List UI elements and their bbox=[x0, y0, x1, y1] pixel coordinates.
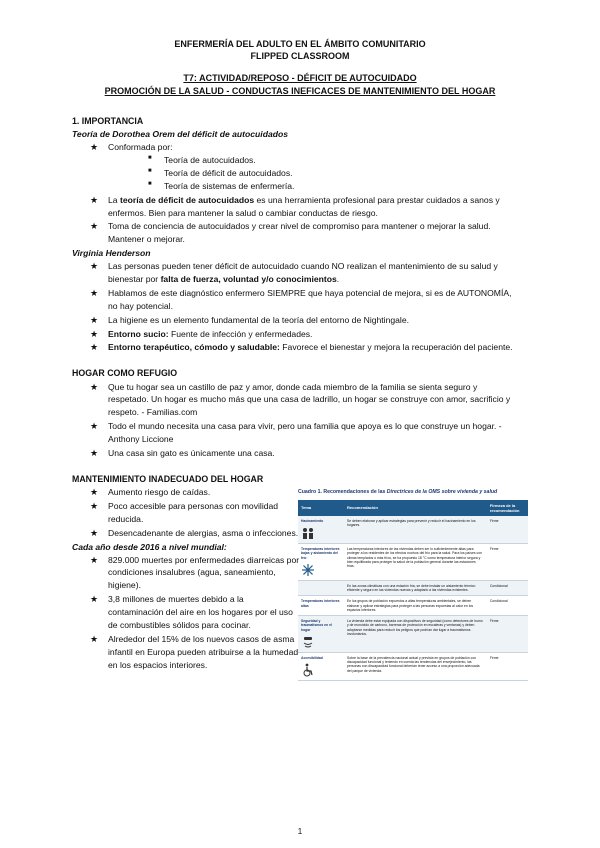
table-header: Firmeza de la recomendación bbox=[487, 500, 528, 516]
list-item: ★ La teoría de déficit de autocuidados es una herramienta profesional para prestar cuidados a sanos y enfermos. Bien para mantener la salud o cambiar conductas de riesgo. bbox=[90, 194, 520, 220]
henderson-heading: Virginia Henderson bbox=[72, 248, 151, 259]
section-heading-importancia: 1. IMPORTANCIA bbox=[72, 116, 144, 126]
course-title: ENFERMERÍA DEL ADULTO EN EL ÁMBITO COMUNITARIO bbox=[174, 39, 426, 49]
list-item: ★ 829.000 muertes por enfermedades diarreicas por condiciones insalubres (agua, saneamiento, higiene). bbox=[90, 554, 300, 593]
list-item: ■ Teoría de sistemas de enfermería. bbox=[148, 180, 520, 193]
table-row: Hacinamiento Se deben elaborar y aplicar estrategias para prevenir y reducir el hacinamiento en los hogares. Firme bbox=[298, 516, 528, 544]
mantenimiento-column bbox=[72, 473, 300, 672]
mundial-list bbox=[90, 554, 300, 672]
table-header-row bbox=[298, 500, 528, 516]
crowding-icon bbox=[301, 526, 315, 540]
list-item: ■ Teoría de autocuidados. bbox=[148, 154, 520, 167]
table-row: Seguridad y traumatismos en el hogar La vivienda debe estar equipada con dispositivos de seguridad (como detectores de humo y de monóxido de carbono, barreras de protección en escaleras y ventanas) y deben adoptarse medidas para reducir los peligros que podrían dar lugar a traumatismos involuntarios. Firme bbox=[298, 616, 528, 653]
list-item: ★ Las personas pueden tener déficit de autocuidado cuando NO realizan el mantenimiento de su salud y bienestar por falta de fuerza, voluntad y/o conocimientos. bbox=[90, 260, 520, 286]
list-item: ★ Entorno terapéutico, cómodo y saludable: Favorece el bienestar y mejora la recuperación del paciente. bbox=[90, 341, 520, 354]
who-table-figure bbox=[298, 489, 528, 681]
list-item: ★ Desencadenante de alergias, asma o infecciones. bbox=[90, 527, 300, 540]
list-item: ★ La higiene es un elemento fundamental de la teoría del entorno de Nightingale. bbox=[90, 314, 520, 327]
list-item: ★ Toma de conciencia de autocuidados y crear nivel de compromiso para mantener o mejorar la salud. Mantener o mejorar. bbox=[90, 220, 520, 246]
snowflake-icon bbox=[301, 563, 315, 577]
list-item: ★ Conformada por: ■ Teoría de autocuidados. ■ Teoría de déficit de autocuidados. ■ Teoría de sistemas de enfermería. bbox=[90, 141, 520, 193]
list-item: ★ Poco accesible para personas con movilidad reducida. bbox=[90, 500, 300, 526]
hogar-list bbox=[90, 381, 520, 460]
mundial-heading: Cada año desde 2016 a nivel mundial: bbox=[72, 541, 227, 552]
topic-title: T7: ACTIVIDAD/REPOSO - DÉFICIT DE AUTOCUIDADO bbox=[183, 73, 417, 83]
henderson-list bbox=[90, 260, 520, 354]
topic-subtitle: PROMOCIÓN DE LA SALUD - CONDUCTAS INEFICACES DE MANTENIMIENTO DEL HOGAR bbox=[104, 86, 496, 96]
mantenimiento-list bbox=[90, 486, 300, 540]
orem-list bbox=[90, 141, 520, 246]
table-caption: Cuadro 1. Recomendaciones de las Directrices de la OMS sobre vivienda y salud bbox=[298, 489, 498, 495]
table-header: Recomendación bbox=[344, 500, 487, 516]
list-item: ★ Una casa sin gato es únicamente una casa. bbox=[90, 447, 520, 460]
table-row: Accesibilidad Sobre la base de la prevalencia nacional actual y prevista en grupos de población con discapacidad funcional y teniendo en cuenta las tendencias del envejecimiento, las personas con discapacidad funcional deberían tener acceso a una proporción adecuada del parque de vivienda. Firme bbox=[298, 652, 528, 680]
table-row: En las zonas climáticas con una estación fría, se debe instalar un aislamiento térmico eficiente y seguro en las viviendas nuevas y adaptarlo a las viviendas existentes. Condicional bbox=[298, 580, 528, 596]
list-item: ★ Alrededor del 15% de los nuevos casos de asma infantil en Europa pueden atribuirse a la humedad en los espacios interiores. bbox=[90, 633, 300, 672]
teorias-list bbox=[148, 154, 520, 193]
list-item: ★ Aumento riesgo de caídas. bbox=[90, 486, 300, 499]
list-item: ★ Entorno sucio: Fuente de infección y enfermedades. bbox=[90, 328, 520, 341]
list-item: ■ Teoría de déficit de autocuidados. bbox=[148, 167, 520, 180]
section-heading-hogar: HOGAR COMO REFUGIO bbox=[72, 368, 178, 379]
list-item: ★ Todo el mundo necesita una casa para vivir, pero una familia que apoya es lo que construye un hogar. - Anthony Liccione bbox=[90, 420, 520, 446]
list-item: ★ Hablamos de este diagnóstico enfermero SIEMPRE que haya potencial de mejora, si es de AUTONOMÍA, no hay potencial. bbox=[90, 287, 520, 313]
page-number: 1 bbox=[297, 827, 303, 836]
section-heading-mantenimiento: MANTENIMIENTO INADECUADO DEL HOGAR bbox=[72, 473, 264, 484]
list-item: ★ 3,8 millones de muertes debido a la contaminación del aire en los hogares por el uso de combustibles sólidos para cocinar. bbox=[90, 593, 300, 632]
list-item: ★ Que tu hogar sea un castillo de paz y amor, donde cada miembro de la familia se sienta seguro y respetado. Un hogar es mucho más que una casa de ladrillo, un hogar se construye con amor, sacrificio y respeto. - Familias.com bbox=[90, 381, 520, 420]
table-row: Temperaturas interiores altas En los grupos de población expuestos a altas temperaturas ambientales, se deben elaborar y aplicar estrategias para proteger a las personas expuestas al calor en los espacios interiores. Condicional bbox=[298, 596, 528, 616]
who-table bbox=[298, 500, 528, 681]
smoke-detector-icon bbox=[301, 635, 315, 649]
table-header: Tema bbox=[298, 500, 344, 516]
table-row: Temperaturas interiores bajas y aislamiento del frío Las temperaturas interiores de las viviendas deben ser lo suficientemente altas para proteger a los residentes de los efectos nocivos del frío para la salud. Para los países con climas templados o más fríos, se ha propuesto 18 °C como temperatura interior segura y bien equilibrada para proteger la salud de la población general durante las estaciones frías. Firme bbox=[298, 544, 528, 581]
orem-heading: Teoría de Dorothea Orem del déficit de autocuidados bbox=[72, 129, 288, 140]
wheelchair-icon bbox=[301, 663, 315, 677]
course-subtitle: FLIPPED CLASSROOM bbox=[250, 51, 350, 61]
